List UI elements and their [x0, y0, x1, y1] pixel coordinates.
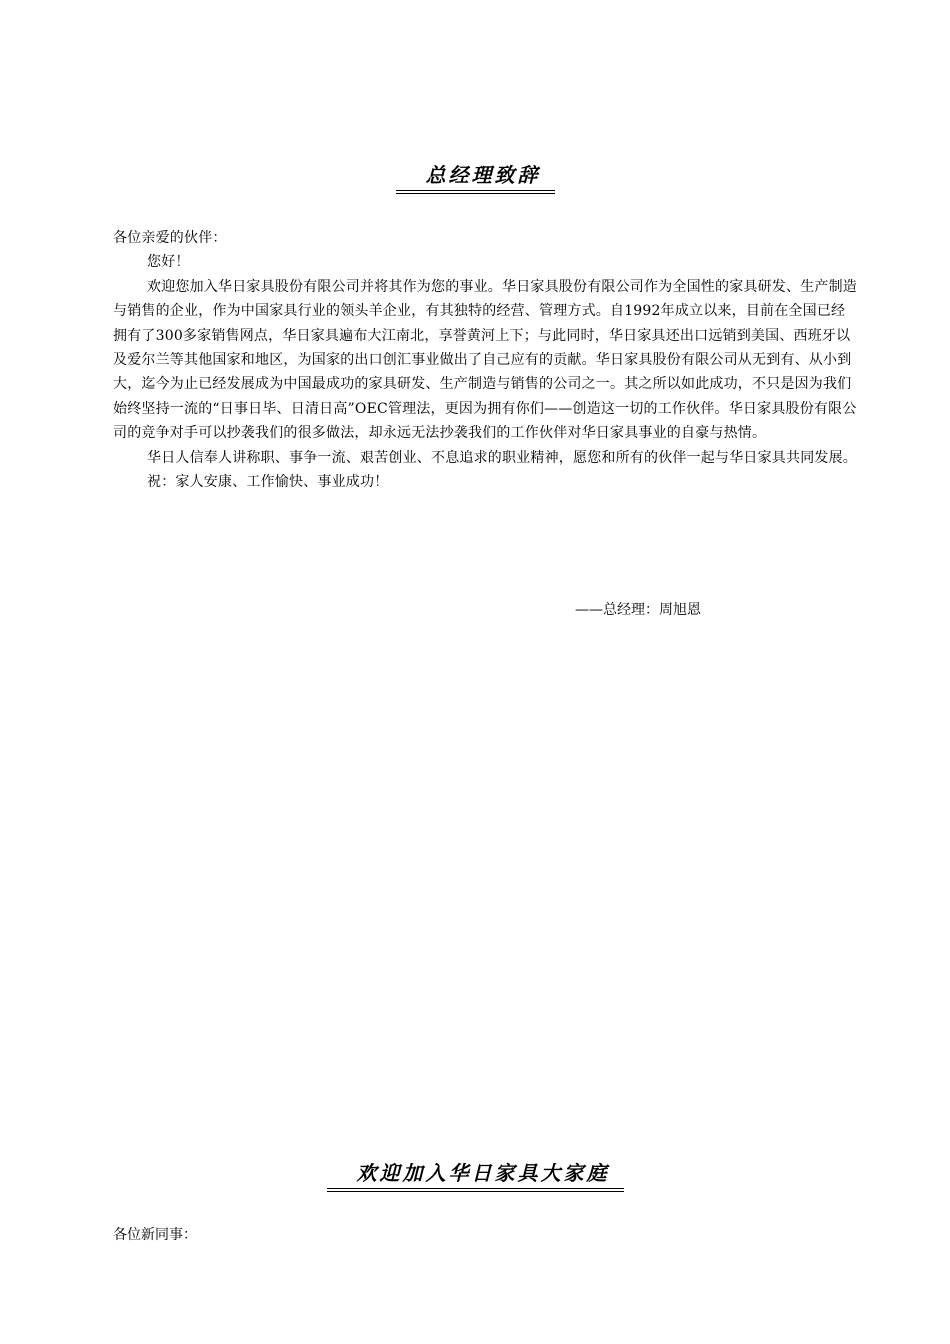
section-1-paragraph-2: 华日人信奉人讲称职、事争一流、艰苦创业、不息追求的职业精神，愿您和所有的伙伴一起与华日家具共同发展。 [147, 449, 857, 466]
section-1-greeting: 您好！ [147, 254, 190, 271]
section-1-wishes: 祝：家人安康、工作愉快、事业成功！ [147, 474, 389, 491]
section-2-salutation: 各位新同事： [113, 1227, 197, 1243]
section-2-title: 欢迎加入华日家具大家庭 [327, 1161, 624, 1192]
section-1-paragraph-1: 欢迎您加入华日家具股份有限公司并将其作为您的事业。华日家具股份有限公司作为全国性的家具研发、生产制造与销售的企业，作为中国家具行业的领头羊企业，有其独特的经营、管理方式。自1992年成立以来，目前在全国已经拥有了300多家销售网点，华日家具遍布大江南北，享誉黄河上下；与此同时，华日家具还出口远销到美国、西班牙以及爱尔兰等其他国家和地区，为国家的出口创汇事业做出了自己应有的贡献。华日家具股份有限公司从无到有、从小到大，迄今为止已经发展成为中国最成功的家具研发、生产制造与销售的公司之一。其之所以如此成功，不只是因为我们始终坚持一流的“日事日毕、日清日高”OEC管理法，更因为拥有你们——创造这一切的工作伙伴。华日家具股份有限公司的竞争对手可以抄袭我们的很多做法，却永远无法抄袭我们的工作伙伴对华日家具事业的自豪与热情。 [113, 278, 857, 442]
section-1-salutation: 各位亲爱的伙伴： [113, 230, 227, 246]
section-1-title: 总经理致辞 [396, 163, 555, 194]
section-1-body [113, 226, 858, 494]
section-2-heading-wrap [0, 1161, 950, 1192]
section-1-signature: ——总经理：周旭恩 [575, 602, 701, 618]
section-1-heading-wrap [0, 163, 950, 194]
